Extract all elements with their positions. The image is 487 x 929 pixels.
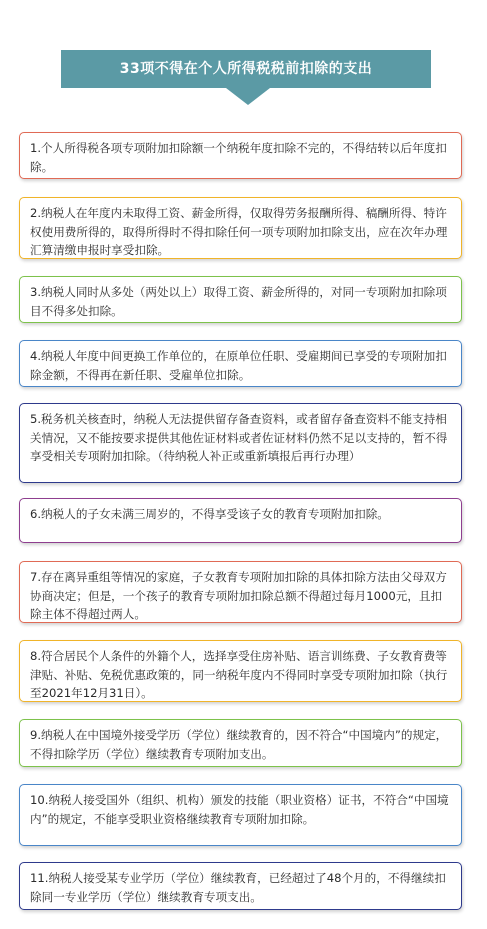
list-item	[19, 561, 462, 623]
list-item	[19, 498, 462, 543]
list-item-text: 7.存在离异重组等情况的家庭，子女教育专项附加扣除的具体扣除方法由父母双方协商决定；但是，一个孩子的教育专项附加扣除总额不得超过每月1000元，且扣除主体不得超过两人。	[30, 570, 447, 621]
list-item	[19, 340, 462, 387]
title-arrow-shape	[226, 88, 270, 105]
list-item-text: 8.符合居民个人条件的外籍个人，选择享受住房补贴、语言训练费、子女教育费等津贴、补贴、免税优惠政策的，同一纳税年度内不得同时享受专项附加扣除（执行至2021年12月31日）。	[30, 649, 448, 700]
list-item	[19, 132, 462, 179]
page-title: 33项不得在个人所得税税前扣除的支出	[61, 50, 431, 88]
list-item	[19, 862, 462, 910]
list-item	[19, 197, 462, 259]
list-item-text: 9.纳税人在中国境外接受学历（学位）继续教育的，因不符合“中国境内”的规定，不得扣除学历（学位）继续教育专项附加支出。	[30, 728, 448, 761]
list-item-text: 4.纳税人年度中间更换工作单位的，在原单位任职、受雇期间已享受的专项附加扣除金额，不得再在新任职、受雇单位扣除。	[30, 349, 447, 382]
list-item-text: 10.纳税人接受国外（组织、机构）颁发的技能（职业资格）证书，不符合“中国境内”的规定，不能享受职业资格继续教育专项附加扣除。	[30, 793, 449, 826]
list-item	[19, 784, 462, 846]
list-item-text: 5.税务机关核查时，纳税人无法提供留存备查资料，或者留存备查资料不能支持相关情况，又不能按要求提供其他佐证材料或者佐证材料仍然不足以支持的，暂不得享受相关专项附加扣除。（待纳税人补正或重新填报后再行办理）	[30, 412, 448, 463]
list-item-text: 3.纳税人同时从多处（两处以上）取得工资、薪金所得的，对同一专项附加扣除项目不得多处扣除。	[30, 285, 447, 318]
list-item-text: 1.个人所得税各项专项附加扣除额一个纳税年度扣除不完的，不得结转以后年度扣除。	[30, 141, 447, 174]
list-item	[19, 403, 462, 483]
list-item-text: 6.纳税人的子女未满三周岁的，不得享受该子女的教育专项附加扣除。	[30, 507, 389, 521]
list-item	[19, 719, 462, 767]
list-item	[19, 640, 462, 702]
list-item-text: 2.纳税人在年度内未取得工资、薪金所得，仅取得劳务报酬所得、稿酬所得、特许权使用费所得的，取得所得时不得扣除任何一项专项附加扣除支出，应在次年办理汇算清缴申报时享受扣除。	[30, 206, 448, 257]
list-item-text: 11.纳税人接受某专业学历（学位）继续教育，已经超过了48个月的，不得继续扣除同一专业学历（学位）继续教育专项支出。	[30, 871, 446, 904]
list-item	[19, 276, 462, 323]
